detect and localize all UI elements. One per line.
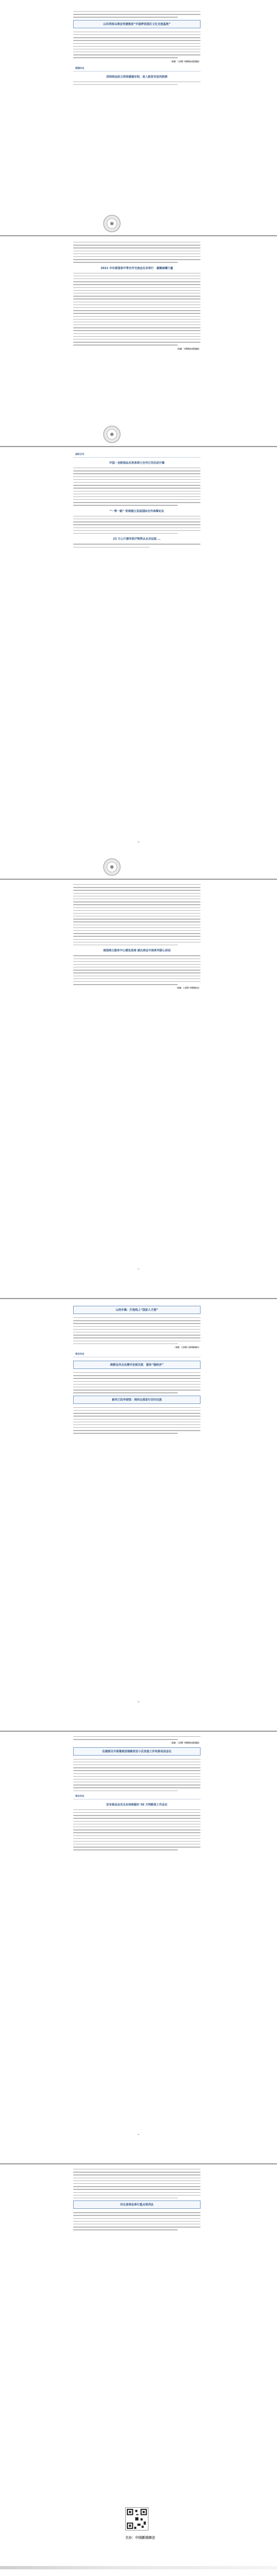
qr-code-image bbox=[125, 2507, 148, 2531]
article-title: 2021 中东部国家中等合作交流会在京举行 凝聚磅礴力量 bbox=[100, 266, 173, 270]
article-title: 山东菏泽以商会党建推进“中国梦进园区文化交流基地” bbox=[73, 20, 201, 28]
emblem-logo bbox=[102, 858, 121, 876]
article-body bbox=[73, 32, 201, 58]
article-body bbox=[73, 1736, 201, 1740]
page-header bbox=[0, 422, 277, 447]
header-rule bbox=[0, 2163, 277, 2164]
article-body bbox=[73, 544, 201, 547]
article-title: 新西兰驻华使馆：到西北部进行访问交流 bbox=[73, 1396, 201, 1404]
section-tag: 援建动态 bbox=[73, 65, 201, 72]
article-body bbox=[73, 884, 201, 945]
header-rule bbox=[0, 879, 277, 880]
page-number: 28 bbox=[137, 1701, 140, 1703]
article-title: 菏泽商会助力菏泽援建东明，进入脱贫攻坚决胜期 bbox=[106, 75, 167, 79]
page-3 bbox=[0, 422, 277, 854]
page-7 bbox=[0, 2147, 277, 2576]
page-footer bbox=[0, 1701, 277, 1710]
emblem-logo bbox=[102, 214, 121, 233]
article-body bbox=[73, 273, 201, 346]
emblem-logo bbox=[102, 425, 121, 444]
page-footer bbox=[0, 841, 277, 850]
article-title: 南国商立服务中心建设进展 湖北商会开展系列爱心活动 bbox=[103, 949, 171, 953]
article-body bbox=[73, 1759, 201, 1791]
article-body bbox=[73, 242, 201, 263]
section-tag: 商会动态 bbox=[73, 1351, 201, 1357]
article-title: 发布商会会员企业持续做好 50 万吨粮食工作会议 bbox=[106, 1803, 168, 1807]
intro-text-block bbox=[73, 11, 201, 18]
article-body bbox=[73, 2212, 201, 2230]
article-title: 住建部召开部署推进城镇老旧小区改造工作电视电话会议 bbox=[73, 1747, 201, 1756]
sponsor-line: 主办：中国新闻商会 bbox=[125, 2536, 156, 2540]
article-body bbox=[73, 2169, 201, 2198]
article-title: 山西乡镇：打造线上“国家人才港” bbox=[73, 1306, 201, 1314]
article-body bbox=[73, 468, 201, 506]
article-source: （来源：人民网 中国商协会报道组） bbox=[170, 1742, 201, 1745]
article-source: （来源：人民网 中国商协会报道组） bbox=[170, 60, 201, 63]
page-footer bbox=[0, 2133, 277, 2142]
page-6-content bbox=[73, 1736, 201, 1853]
page-number: 26 bbox=[137, 841, 140, 843]
section-tag: 商会动态 bbox=[73, 1793, 201, 1799]
page-3-content bbox=[73, 452, 201, 550]
article-source: （来源：中国商协会报道组） bbox=[176, 347, 201, 350]
page-4-content bbox=[73, 884, 201, 992]
article-body bbox=[73, 1372, 201, 1393]
section-tag: 国际合作 bbox=[73, 452, 201, 458]
page-4 bbox=[0, 854, 277, 1281]
header-rule bbox=[0, 446, 277, 447]
page-5 bbox=[0, 1281, 277, 1714]
article-body bbox=[73, 1809, 201, 1850]
page-header bbox=[0, 854, 277, 880]
article-title: 23 万公斤援华医疗物资从北京运抵 ... bbox=[112, 537, 161, 541]
header-rule bbox=[0, 235, 277, 236]
page-5-content bbox=[73, 1304, 201, 1436]
page-footer bbox=[0, 1268, 277, 1277]
qr-code-icon bbox=[126, 2508, 148, 2530]
article-body bbox=[73, 1317, 201, 1344]
article-title: “一带一路” 侨商建立首届国际合作高峰论坛 bbox=[109, 509, 165, 513]
article-title: 河北省商会举行重点培训会 bbox=[73, 2200, 201, 2209]
article-source: （来源：人民网 中国商协会） bbox=[175, 987, 201, 990]
page-7-content bbox=[73, 2169, 201, 2233]
article-body bbox=[73, 1407, 201, 1434]
page-number: 29 bbox=[137, 2133, 140, 2136]
page-2-content bbox=[73, 242, 201, 353]
article-title: 中国－亚欧商品买卖单商大合作江苏启动开幕 bbox=[109, 462, 165, 465]
article-body bbox=[73, 955, 201, 985]
article-body bbox=[73, 516, 201, 534]
page-6 bbox=[0, 1714, 277, 2147]
header-rule bbox=[0, 1731, 277, 1732]
page-header bbox=[0, 211, 277, 236]
page-footer bbox=[0, 2563, 277, 2572]
header-rule bbox=[0, 1298, 277, 1299]
page-2 bbox=[0, 211, 277, 422]
page-1-content bbox=[73, 11, 201, 87]
footer-bar bbox=[0, 2566, 277, 2569]
article-source: （来源：人民网 山西省新闻办） bbox=[173, 1346, 201, 1348]
article-title: 商都会员企业携手发展交流 服务“稳经济” bbox=[73, 1361, 201, 1369]
article-body bbox=[73, 82, 201, 85]
page-number: 27 bbox=[137, 1268, 140, 1270]
